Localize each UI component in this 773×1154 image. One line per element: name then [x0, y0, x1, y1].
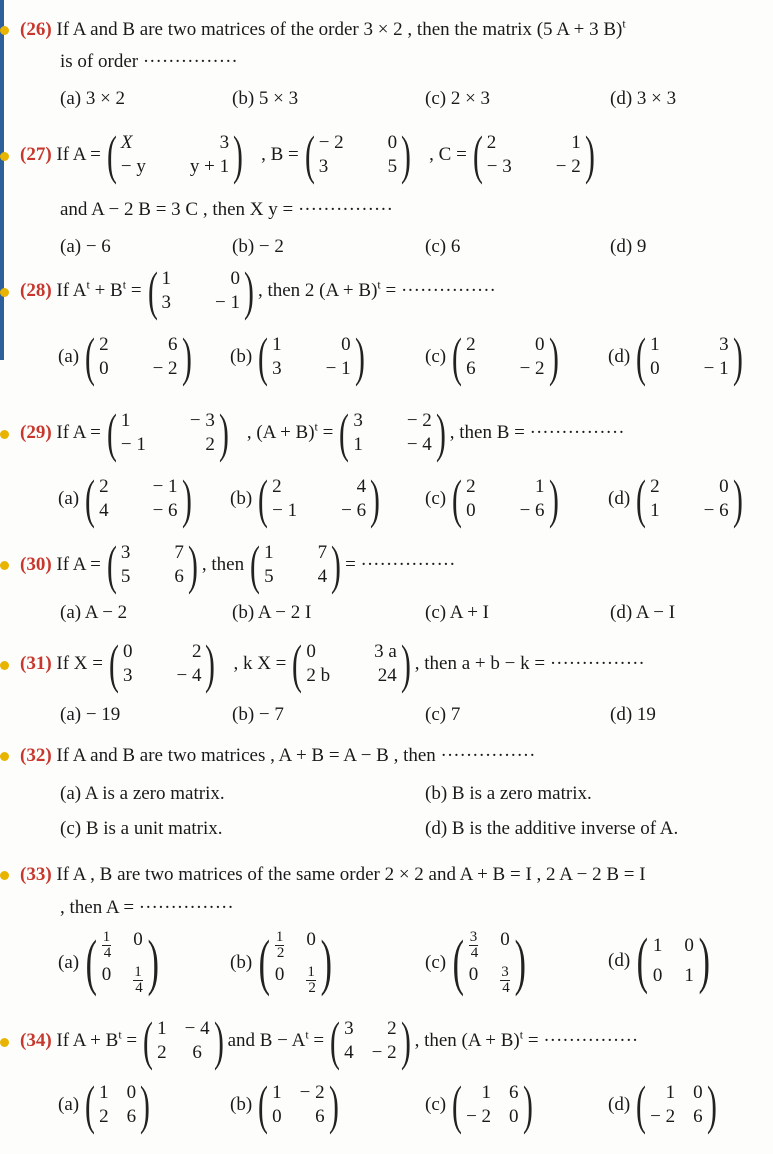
question-text: If A = [56, 144, 101, 165]
option-a[interactable]: (a) A − 2 [60, 602, 128, 623]
question-26 [20, 18, 626, 42]
question-number: (28) [20, 280, 52, 301]
option-b[interactable]: (b) A − 2 I [232, 602, 312, 623]
question-text: If A and B are two matrices of the order 3 × 2 , then the matrix (5 A + 3 B) [56, 19, 623, 40]
matrix-a: 1 − 3 − 1 2 [120, 410, 215, 455]
question-27-line2: and A − 2 B = 3 C , then X y = ··············· [60, 199, 393, 220]
matrix: 1 7 5 4 [264, 542, 328, 587]
option-c[interactable]: (c) ( 2 1 0 − 6 ) [425, 469, 559, 529]
transpose-sup: t [622, 16, 626, 31]
matrix-c: 2 1 − 3 − 2 [486, 132, 581, 177]
question-number: (33) [20, 864, 52, 885]
question-34: (34) If $A + B^t$ = ( 1 − 4 2 6 ) and $B - A^t$ = ( 3 2 4 − 2 ) , then $(A + B)^t$ = ··············· [20, 1011, 639, 1071]
matrix: 1 0 3 − 1 [161, 268, 240, 313]
option-c[interactable]: (c) ( 1 6 − 2 0 ) [425, 1075, 533, 1135]
option-b[interactable]: (b) 5 × 3 [232, 88, 299, 109]
bullet-icon [0, 288, 9, 297]
option-c[interactable]: (c) 6 [425, 236, 461, 257]
matrix-b: − 2 0 3 5 [318, 132, 398, 177]
question-number: (29) [20, 422, 52, 443]
option-b[interactable]: (b) B is a zero matrix. [425, 783, 592, 804]
question-text: If A and B are two matrices , A + B = A − B , then ··············· [56, 745, 536, 766]
question-31: (31) If X = ( 0 2 3 − 4 ) , k X = ( 0 3 a 2 b 24 ) , then a + b − k = ··············· [20, 634, 645, 694]
question-number: (30) [20, 554, 52, 575]
question-number: (32) [20, 745, 52, 766]
bullet-icon [0, 871, 9, 880]
option-a[interactable]: (a) ( 2 6 0 − 2 ) [58, 327, 192, 387]
question-text: If A , B are two matrices of the same order 2 × 2 and A + B = I , 2 A − 2 B = I [56, 864, 646, 885]
option-b[interactable]: (b) ( $\frac{1}{2}$ 0 0 $\frac{1}{2}$ ) [230, 929, 332, 997]
question-27: (27) If A = ( X 3 − y y + 1 ) , B = ( − 2 0 3 5 ) , C = ( 2 1 − 3 − 2 ) [20, 125, 595, 185]
question-33 [20, 863, 646, 887]
option-c[interactable]: (c) A + I [425, 602, 490, 623]
question-33-line2: , then A = ··············· [60, 897, 234, 918]
bullet-icon [0, 752, 9, 761]
matrix-x: 0 2 3 − 4 [122, 641, 202, 686]
question-30: (30) If A = ( 3 7 5 6 ) , then ( 1 7 5 4 ) = ··············· [20, 535, 456, 595]
option-d[interactable]: (d) ( 1 0 0 1 ) [608, 927, 710, 995]
question-29: (29) If A = ( 1 − 3 − 1 2 ) , $(A + B)^t$ = ( 3 − 2 1 − 4 ) , then B = ··············· [20, 403, 625, 463]
option-b[interactable]: (b) − 7 [232, 704, 284, 725]
option-d[interactable]: (d) ( 1 0 − 2 6 ) [608, 1075, 717, 1135]
option-d[interactable]: (d) 9 [610, 236, 647, 257]
question-number: (27) [20, 144, 52, 165]
option-b[interactable]: (b) − 2 [232, 236, 284, 257]
option-a[interactable]: (a) ( $\frac{1}{4}$ 0 0 $\frac{1}{4}$ ) [58, 929, 159, 997]
option-a[interactable]: (a) − 6 [60, 236, 111, 257]
option-c[interactable]: (c) 7 [425, 704, 461, 725]
option-c[interactable]: (c) 2 × 3 [425, 88, 491, 109]
matrix-2: 3 2 4 − 2 [344, 1018, 397, 1063]
matrix: 3 − 2 1 − 4 [353, 410, 432, 455]
page-edge-bar [0, 0, 4, 360]
question-number: (34) [20, 1030, 52, 1051]
option-a[interactable]: (a) ( 2 − 1 4 − 6 ) [58, 469, 192, 529]
option-b[interactable]: (b) ( 2 4 − 1 − 6 ) [230, 469, 381, 529]
bullet-icon [0, 430, 9, 439]
option-a[interactable]: (a) A is a zero matrix. [60, 783, 225, 804]
bullet-icon [0, 26, 9, 35]
option-d[interactable]: (d) B is the additive inverse of A. [425, 818, 679, 839]
option-a[interactable]: (a) − 19 [60, 704, 121, 725]
question-28: (28) If $A^t + B^t$ = ( 1 0 3 − 1 ) , then 2 $(A + B)^t$ = ··············· [20, 261, 496, 321]
question-32 [20, 744, 535, 768]
option-a[interactable]: (a) 3 × 2 [60, 88, 126, 109]
option-b[interactable]: (b) ( 1 − 2 0 6 ) [230, 1075, 339, 1135]
bullet-icon [0, 152, 9, 161]
bullet-icon [0, 661, 9, 670]
option-d[interactable]: (d) 3 × 3 [610, 88, 677, 109]
matrix-a: X 3 − y y + 1 [120, 132, 230, 177]
option-d[interactable]: (d) ( 2 0 1 − 6 ) [608, 469, 743, 529]
question-number: (31) [20, 653, 52, 674]
question-number: (26) [20, 19, 52, 40]
option-c[interactable]: (c) B is a unit matrix. [60, 818, 223, 839]
option-c[interactable]: (c) ( $\frac{3}{4}$ 0 0 $\frac{3}{4}$ ) [425, 929, 526, 997]
option-d[interactable]: (d) A − I [610, 602, 676, 623]
option-a[interactable]: (a) ( 1 0 2 6 ) [58, 1075, 151, 1135]
option-c[interactable]: (c) ( 2 0 6 − 2 ) [425, 327, 559, 387]
question-26-line2: is of order ··············· [60, 51, 238, 72]
matrix: 0 3 a 2 b 24 [306, 641, 397, 686]
option-d[interactable]: (d) ( 1 3 0 − 1 ) [608, 327, 743, 387]
option-b[interactable]: (b) ( 1 0 3 − 1 ) [230, 327, 365, 387]
bullet-icon [0, 1038, 9, 1047]
bullet-icon [0, 561, 9, 570]
matrix-1: 1 − 4 2 6 [157, 1018, 210, 1063]
option-d[interactable]: (d) 19 [610, 704, 656, 725]
matrix-a: 3 7 5 6 [120, 542, 184, 587]
